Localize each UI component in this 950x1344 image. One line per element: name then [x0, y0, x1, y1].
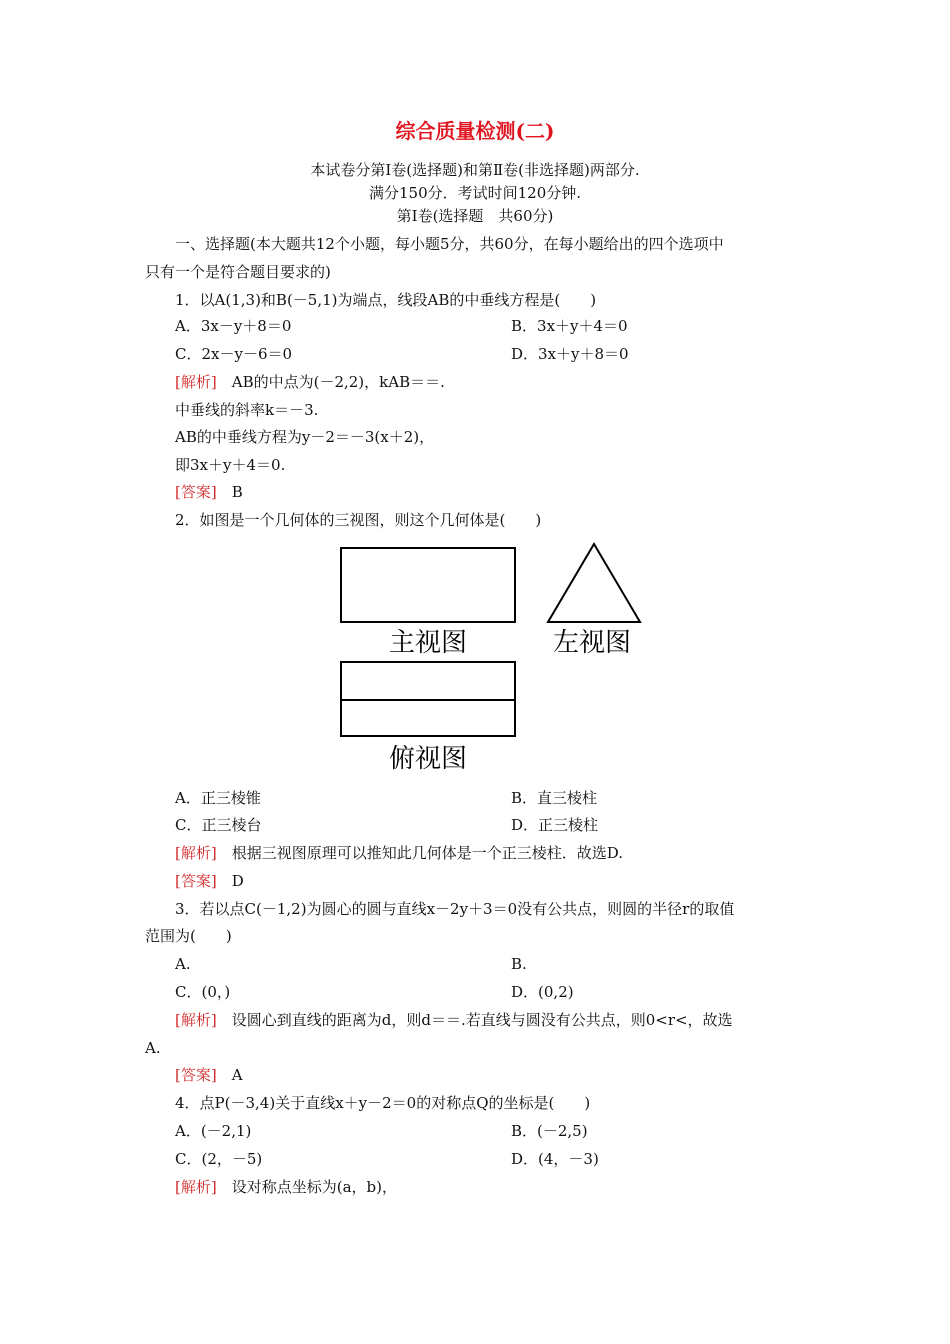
front-view-rectangle: [340, 547, 516, 623]
answer-tag: [答案]: [175, 1066, 217, 1084]
q2-option-d: D．正三棱柱: [511, 816, 599, 834]
q3-stem-line-2: 范围为( ): [145, 927, 232, 945]
page-title: 综合质量检测(二): [395, 119, 555, 143]
q2-answer: D: [231, 872, 244, 890]
q1-answer: B: [231, 483, 243, 501]
q2-stem: 2．如图是一个几何体的三视图，则这个几何体是( ): [175, 511, 542, 529]
q3-option-b: B.: [511, 955, 527, 973]
answer-tag: [答案]: [175, 483, 217, 501]
q3-analysis-line-1: [175, 1010, 733, 1030]
q1-analysis-line-3: AB的中垂线方程为y－2＝－3(x＋2)，: [175, 428, 435, 446]
q3-option-a: A.: [175, 955, 191, 973]
q3-analysis-line-2: A.: [145, 1039, 161, 1057]
intro-line-1: 本试卷分第Ⅰ卷(选择题)和第Ⅱ卷(非选择题)两部分.: [310, 161, 640, 179]
q4-option-b: B．(－2,5): [511, 1122, 588, 1140]
q2-answer-line: [175, 871, 244, 891]
q1-option-c: C．2x－y－6＝0: [175, 345, 293, 363]
q3-answer: A: [231, 1066, 243, 1084]
q1-answer-line: [175, 482, 243, 502]
top-view-rectangle: [340, 661, 516, 737]
q1-option-b: B．3x＋y＋4＝0: [511, 317, 628, 335]
q3-answer-line: [175, 1065, 243, 1085]
analysis-tag: [解析]: [175, 373, 217, 391]
answer-tag: [答案]: [175, 872, 217, 890]
q4-stem: 4．点P(－3,4)关于直线x＋y－2＝0的对称点Q的坐标是( ): [175, 1094, 591, 1112]
q1-option-a: A．3x－y＋8＝0: [175, 317, 292, 335]
q2-option-c: C．正三棱台: [175, 816, 262, 834]
q2-analysis-line: [175, 843, 623, 863]
analysis-tag: [解析]: [175, 844, 217, 862]
side-view-triangle: [546, 542, 642, 624]
intro-line-2: 满分150分．考试时间120分钟.: [368, 184, 582, 202]
q2-option-b: B．直三棱柱: [511, 789, 598, 807]
part-one-heading: 第Ⅰ卷(选择题 共60分): [396, 207, 554, 225]
q1-analysis-line-4: 即3x＋y＋4＝0.: [175, 456, 286, 474]
q3-analysis-text: 设圆心到直线的距离为d，则d＝＝.若直线与圆没有公共点，则0<r<，故选: [231, 1011, 733, 1029]
q4-analysis-line: [175, 1177, 397, 1197]
q2-analysis-text: 根据三视图原理可以推知此几何体是一个正三棱柱．故选D.: [231, 844, 623, 862]
q1-analysis-line-2: 中垂线的斜率k＝－3.: [175, 401, 319, 419]
q1-option-d: D．3x＋y＋8＝0: [511, 345, 629, 363]
q2-option-a: A．正三棱锥: [175, 789, 261, 807]
section-instructions-line-1: 一、选择题(本大题共12个小题，每小题5分，共60分，在每小题给出的四个选项中: [175, 235, 724, 253]
analysis-tag: [解析]: [175, 1011, 217, 1029]
side-view-label: 左视图: [553, 628, 632, 658]
q4-analysis-text: 设对称点坐标为(a，b)，: [231, 1178, 397, 1196]
q1-analysis-text: AB的中点为(－2,2)，kAB＝＝.: [231, 373, 445, 391]
q4-option-c: C．(2，－5): [175, 1150, 263, 1168]
q4-option-a: A．(－2,1): [175, 1122, 252, 1140]
analysis-tag: [解析]: [175, 1178, 217, 1196]
q1-stem: 1．以A(1,3)和B(－5,1)为端点，线段AB的中垂线方程是( ): [175, 291, 597, 309]
q3-option-c: C．(0，): [175, 983, 231, 1001]
top-view-divider: [342, 699, 514, 701]
front-view-label: 主视图: [389, 628, 468, 658]
top-view-label: 俯视图: [389, 744, 468, 774]
q3-option-d: D．(0,2): [511, 983, 574, 1001]
q3-stem-line-1: 3．若以点C(－1,2)为圆心的圆与直线x－2y＋3＝0没有公共点，则圆的半径r的取值: [175, 900, 735, 918]
q4-option-d: D．(4，－3): [511, 1150, 599, 1168]
section-instructions-line-2: 只有一个是符合题目要求的): [145, 263, 331, 281]
q1-analysis-line-1: [175, 372, 445, 392]
